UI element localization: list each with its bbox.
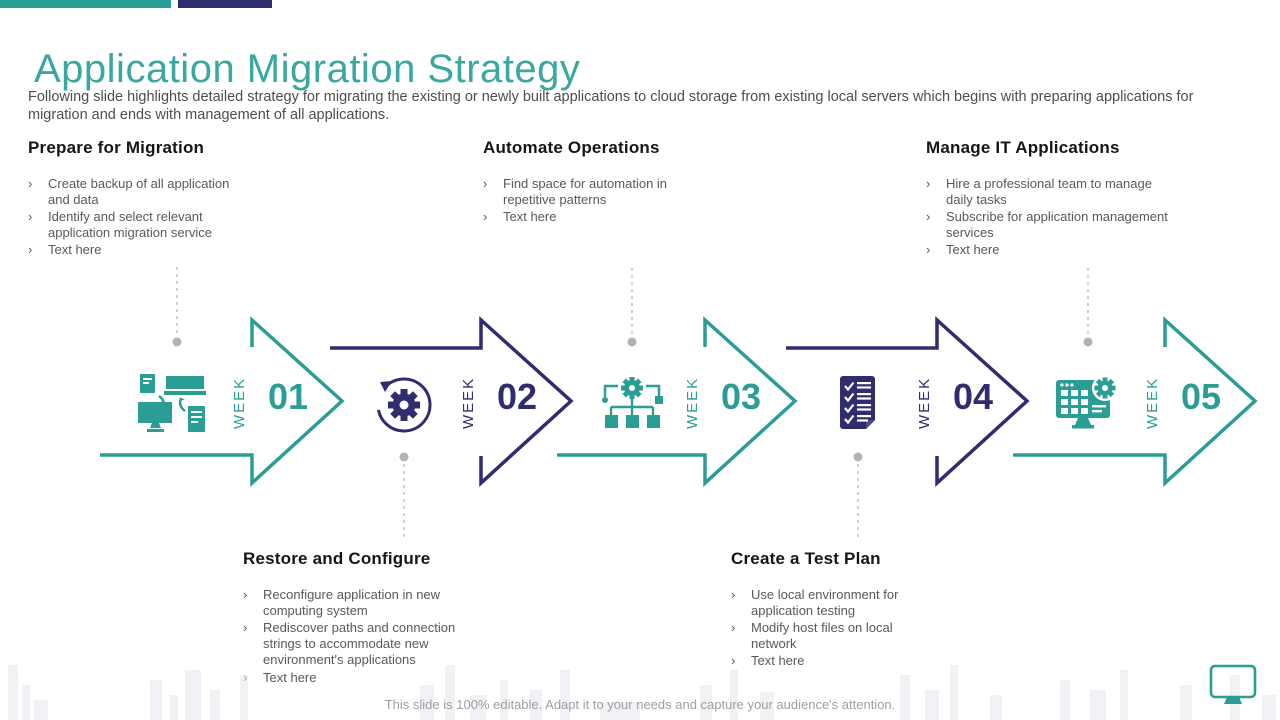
bullet-marker: › <box>243 587 248 602</box>
week-number-02: 02 <box>497 376 538 417</box>
data-migration-icon <box>138 374 206 434</box>
bullet-marker: › <box>926 242 931 258</box>
bullet-text: Text here <box>48 242 102 258</box>
section-title: Restore and Configure <box>243 549 431 568</box>
monitor-logo-icon <box>1208 664 1262 710</box>
section-title: Prepare for Migration <box>28 138 205 157</box>
bullet-marker: › <box>243 620 248 636</box>
bullet-text: Identify and select relevant application migration service <box>48 209 213 241</box>
week-label-02: WEEK <box>460 376 477 430</box>
week-label-05: WEEK <box>1144 376 1161 430</box>
monitor-settings-icon <box>1056 374 1122 434</box>
week-label-01: WEEK <box>231 376 248 430</box>
bullet-marker: › <box>926 176 931 191</box>
bullet-text: Find space for automation in repetitive patterns <box>503 176 668 208</box>
gear-sync-icon <box>374 374 434 436</box>
bullet-text: Use local environment for application testing <box>751 587 899 619</box>
week-number-03: 03 <box>721 376 762 417</box>
bullet-marker: › <box>483 209 488 225</box>
bullet-marker: › <box>731 653 736 669</box>
bullet-marker: › <box>28 209 33 225</box>
bullet-text: Rediscover paths and connection strings to accommodate new environment's applications <box>263 620 456 668</box>
checklist-icon <box>839 375 877 433</box>
bullet-marker: › <box>28 176 33 191</box>
week-label-03: WEEK <box>684 376 701 430</box>
week-number-05: 05 <box>1181 376 1222 417</box>
bullet-text: Create backup of all application and data <box>48 176 230 208</box>
week-label-04: WEEK <box>916 376 933 430</box>
section-title: Manage IT Applications <box>926 138 1120 157</box>
bullet-marker: › <box>731 587 736 602</box>
section-title: Create a Test Plan <box>731 549 881 568</box>
automation-hierarchy-icon <box>601 377 663 433</box>
bullet-text: Text here <box>263 669 317 685</box>
bullet-text: Text here <box>751 653 805 669</box>
bullet-text: Modify host files on local network <box>751 620 893 652</box>
bullet-marker: › <box>28 242 33 258</box>
bullet-marker: › <box>483 176 488 191</box>
bullet-text: Subscribe for application management services <box>946 209 1168 241</box>
bullet-marker: › <box>731 620 736 636</box>
page-title: Application Migration Strategy <box>34 46 581 91</box>
bullet-marker: › <box>926 209 931 225</box>
footer-note: This slide is 100% editable. Adapt it to your needs and capture your audience's attention. <box>384 697 896 712</box>
week-number-01: 01 <box>268 376 309 417</box>
week-number-04: 04 <box>953 376 994 417</box>
section-title: Automate Operations <box>483 138 660 157</box>
bullet-text: Hire a professional team to manage daily tasks <box>946 176 1152 208</box>
bullet-text: Text here <box>946 242 1000 258</box>
bullet-text: Reconfigure application in new computing system <box>263 587 441 619</box>
slide-subtitle: Following slide highlights detailed strategy for migrating the existing or newly built applications to cloud storage from existing local servers which begins with preparing applications for migration and ends with management of all applications. <box>28 88 1194 124</box>
bullet-text: Text here <box>503 209 557 225</box>
